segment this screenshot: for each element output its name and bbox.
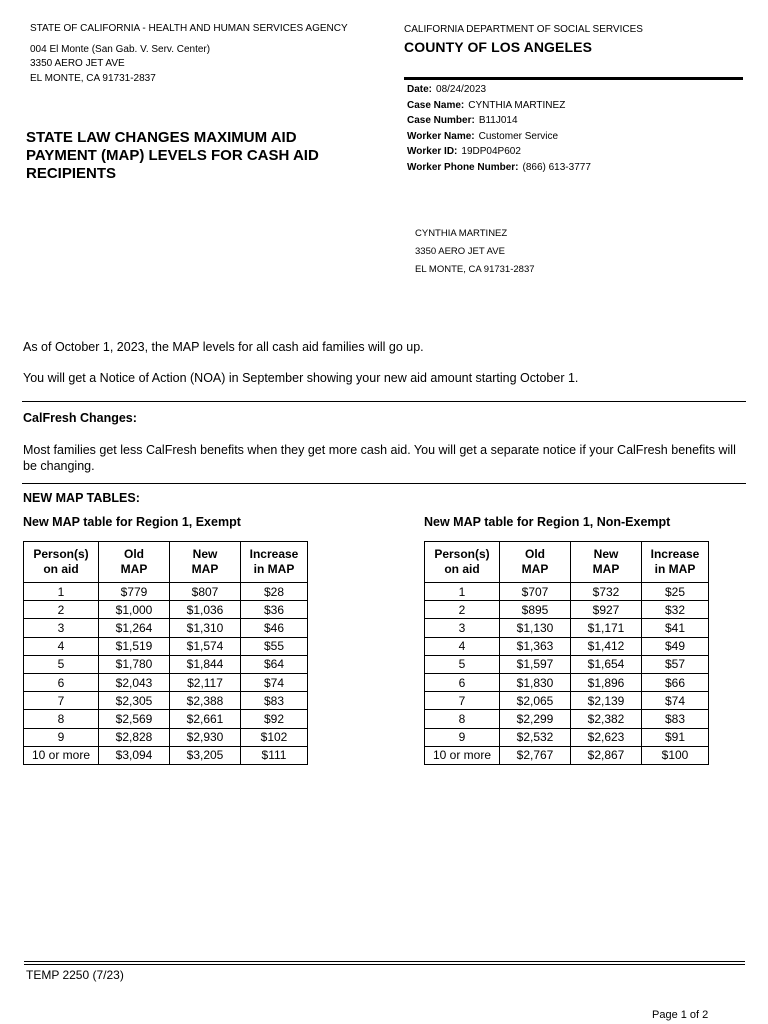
column-header: Old MAP: [99, 542, 170, 583]
section-divider: [22, 401, 746, 402]
footer-divider: [24, 961, 745, 962]
table-row: 1 $707 $732 $25: [425, 583, 709, 601]
footer-divider: [24, 964, 745, 965]
office-line: 3350 AERO JET AVE: [30, 58, 125, 69]
column-header: Increase in MAP: [241, 542, 308, 583]
map-table-exempt: [23, 541, 308, 765]
table-title-non-exempt: New MAP table for Region 1, Non-Exempt: [424, 515, 671, 529]
table-header-row: [425, 542, 709, 583]
column-header: New MAP: [170, 542, 241, 583]
table-row: 10 or more $3,094 $3,205 $111: [24, 746, 308, 764]
table-row: 6 $2,043 $2,117 $74: [24, 673, 308, 691]
case-info-row: Worker Phone Number: (866) 613-3777: [407, 161, 591, 173]
agency-name: STATE OF CALIFORNIA - HEALTH AND HUMAN SERVICES AGENCY: [30, 23, 348, 34]
paragraph-map-increase: As of October 1, 2023, the MAP levels for all cash aid families will go up.: [23, 340, 424, 354]
table-row: 2 $1,000 $1,036 $36: [24, 601, 308, 619]
table-row: 4 $1,363 $1,412 $49: [425, 637, 709, 655]
paragraph-noa: You will get a Notice of Action (NOA) in September showing your new aid amount starting October 1.: [23, 371, 579, 385]
table-row: 3 $1,130 $1,171 $41: [425, 619, 709, 637]
table-row: 9 $2,532 $2,623 $91: [425, 728, 709, 746]
column-header: Person(s) on aid: [24, 542, 99, 583]
calfresh-heading: CalFresh Changes:: [23, 411, 137, 425]
column-header: Old MAP: [500, 542, 571, 583]
column-header: New MAP: [571, 542, 642, 583]
table-row: 3 $1,264 $1,310 $46: [24, 619, 308, 637]
table-row: 1 $779 $807 $28: [24, 583, 308, 601]
column-header: Person(s) on aid: [425, 542, 500, 583]
tables-heading: NEW MAP TABLES:: [23, 491, 140, 505]
table-row: 9 $2,828 $2,930 $102: [24, 728, 308, 746]
table-header-row: [24, 542, 308, 583]
table-title-exempt: New MAP table for Region 1, Exempt: [23, 515, 241, 529]
office-address: [30, 43, 210, 86]
county-name: COUNTY OF LOS ANGELES: [404, 39, 593, 55]
page-number: Page 1 of 2: [652, 1009, 709, 1021]
case-info: [407, 82, 591, 175]
department-name: CALIFORNIA DEPARTMENT OF SOCIAL SERVICES: [404, 24, 643, 35]
section-divider: [22, 483, 746, 484]
table-row: 6 $1,830 $1,896 $66: [425, 673, 709, 691]
table-row: 5 $1,597 $1,654 $57: [425, 655, 709, 673]
form-id: TEMP 2250 (7/23): [26, 968, 124, 982]
table-row: 8 $2,569 $2,661 $92: [24, 710, 308, 728]
case-info-row: Worker ID: 19DP04P602: [407, 146, 521, 157]
recipient-address: [415, 225, 535, 279]
table-row: 4 $1,519 $1,574 $55: [24, 637, 308, 655]
calfresh-text: Most families get less CalFresh benefits when they get more cash aid. You will get a separate notice if your CalFresh benefits will be changing.: [23, 443, 736, 473]
case-info-row: Date: 08/24/2023: [407, 84, 487, 95]
recipient-line: 3350 AERO JET AVE: [415, 246, 505, 257]
case-info-row: Worker Name: Customer Service: [407, 130, 559, 142]
header-divider: [404, 77, 743, 80]
table-row: 5 $1,780 $1,844 $64: [24, 655, 308, 673]
table-row: 8 $2,299 $2,382 $83: [425, 710, 709, 728]
case-info-row: Case Number: B11J014: [407, 115, 518, 126]
table-row: 10 or more $2,767 $2,867 $100: [425, 746, 709, 764]
recipient-line: CYNTHIA MARTINEZ: [415, 228, 508, 239]
column-header: Increase in MAP: [642, 542, 709, 583]
notice-title: STATE LAW CHANGES MAXIMUM AID PAYMENT (MAP) LEVELS FOR CASH AID RECIPIENTS: [26, 129, 319, 182]
recipient-line: EL MONTE, CA 91731-2837: [415, 264, 535, 275]
office-line: 004 El Monte (San Gab. V. Serv. Center): [30, 44, 211, 55]
map-table-non-exempt: [424, 541, 709, 765]
table-row: 7 $2,305 $2,388 $83: [24, 692, 308, 710]
office-line: EL MONTE, CA 91731-2837: [30, 73, 156, 84]
table-row: 7 $2,065 $2,139 $74: [425, 692, 709, 710]
table-row: 2 $895 $927 $32: [425, 601, 709, 619]
case-info-row: Case Name: CYNTHIA MARTINEZ: [407, 99, 566, 111]
